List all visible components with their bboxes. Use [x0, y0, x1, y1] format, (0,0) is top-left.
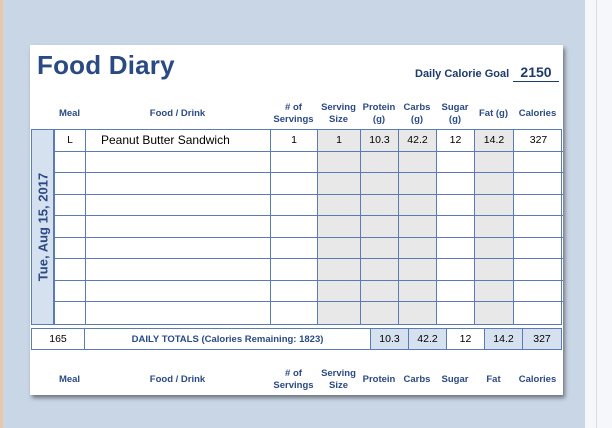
entry-cell-servings[interactable] — [271, 238, 318, 260]
entry-cell-serving-size[interactable] — [318, 195, 361, 217]
entry-cell-servings[interactable] — [271, 216, 318, 238]
total-carbs: 42.2 — [409, 328, 447, 350]
entry-cell-serving-size[interactable] — [318, 216, 361, 238]
entry-cell-carbs[interactable] — [399, 173, 437, 195]
footer-sugar: Sugar — [441, 374, 469, 385]
entry-cell-servings[interactable] — [271, 259, 318, 281]
entry-cell-meal[interactable] — [55, 216, 86, 238]
entry-cell-sugar[interactable] — [437, 173, 475, 195]
entry-cell-calories[interactable] — [514, 216, 563, 238]
entry-cell-servings[interactable] — [271, 195, 318, 217]
entry-cell-meal[interactable] — [55, 302, 86, 324]
entry-cell-food[interactable] — [86, 259, 271, 281]
entry-cell-protein[interactable] — [361, 281, 399, 303]
entry-cell-meal[interactable] — [55, 152, 86, 174]
entry-cell-servings[interactable] — [271, 173, 318, 195]
entry-cell-calories[interactable] — [514, 152, 563, 174]
header-serving-size: Serving Size — [321, 102, 356, 125]
header-meal: Meal — [58, 108, 81, 119]
entry-cell-calories[interactable] — [514, 259, 563, 281]
entry-cell-serving-size[interactable] — [318, 173, 361, 195]
header-protein: Protein (g) — [362, 102, 396, 125]
footer-meal: Meal — [58, 374, 81, 385]
totals-left-value: 165 — [31, 328, 85, 350]
entry-cell-serving-size[interactable] — [318, 281, 361, 303]
entry-cell-fat[interactable] — [475, 152, 514, 174]
entry-cell-calories[interactable]: 327 — [514, 130, 563, 152]
entry-cell-serving-size[interactable] — [318, 259, 361, 281]
footer-calories: Calories — [518, 374, 557, 385]
footer-fat: Fat — [486, 374, 501, 385]
entry-cell-servings[interactable] — [271, 281, 318, 303]
footer-food: Food / Drink — [149, 374, 206, 385]
entry-cell-food[interactable] — [86, 195, 271, 217]
entry-cell-food[interactable]: Peanut Butter Sandwich — [86, 130, 271, 152]
calorie-goal-value[interactable]: 2150 — [513, 61, 559, 82]
entry-cell-carbs[interactable] — [399, 216, 437, 238]
entry-cell-sugar[interactable] — [437, 238, 475, 260]
footer-carbs: Carbs — [403, 374, 431, 385]
entry-cell-food[interactable] — [86, 152, 271, 174]
header-fat: Fat (g) — [478, 108, 509, 119]
entry-cell-serving-size[interactable] — [318, 152, 361, 174]
entry-cell-carbs[interactable] — [399, 302, 437, 324]
total-sugar: 12 — [447, 328, 485, 350]
entry-cell-food[interactable] — [86, 302, 271, 324]
entry-cell-calories[interactable] — [514, 173, 563, 195]
entry-cell-fat[interactable] — [475, 238, 514, 260]
entry-cell-sugar[interactable] — [437, 281, 475, 303]
header-food: Food / Drink — [149, 108, 206, 119]
entry-cell-protein[interactable] — [361, 216, 399, 238]
entry-cell-protein[interactable]: 10.3 — [361, 130, 399, 152]
entry-cell-meal[interactable] — [55, 173, 86, 195]
entry-cell-sugar[interactable] — [437, 152, 475, 174]
date-column — [31, 129, 54, 325]
total-fat: 14.2 — [485, 328, 523, 350]
header-sugar: Sugar (g) — [441, 102, 469, 125]
diary-date[interactable]: Tue, Aug 15, 2017 — [35, 172, 50, 282]
entry-cell-food[interactable] — [86, 281, 271, 303]
entry-cell-sugar[interactable] — [437, 195, 475, 217]
calorie-goal-label: Daily Calorie Goal — [415, 68, 510, 80]
entry-cell-fat[interactable]: 14.2 — [475, 130, 514, 152]
entry-cell-calories[interactable] — [514, 238, 563, 260]
footer-protein: Protein — [362, 374, 396, 385]
header-carbs: Carbs (g) — [403, 102, 431, 125]
entry-cell-protein[interactable] — [361, 152, 399, 174]
footer-servings: # of Servings — [273, 368, 314, 391]
entry-cell-meal[interactable] — [55, 238, 86, 260]
entry-cell-carbs[interactable] — [399, 259, 437, 281]
entry-cell-food[interactable] — [86, 238, 271, 260]
entry-cell-carbs[interactable] — [399, 238, 437, 260]
entry-cell-calories[interactable] — [514, 195, 563, 217]
entry-cell-serving-size[interactable] — [318, 302, 361, 324]
entry-cell-carbs[interactable]: 42.2 — [399, 130, 437, 152]
entry-cell-food[interactable] — [86, 216, 271, 238]
entry-cell-protein[interactable] — [361, 302, 399, 324]
entry-cell-meal[interactable] — [55, 259, 86, 281]
entry-cell-protein[interactable] — [361, 173, 399, 195]
entry-cell-servings[interactable] — [271, 152, 318, 174]
daily-totals-row — [31, 328, 562, 350]
total-calories: 327 — [523, 328, 562, 350]
entry-cell-protein[interactable] — [361, 259, 399, 281]
entry-cell-serving-size[interactable] — [318, 238, 361, 260]
entry-cell-meal[interactable] — [55, 195, 86, 217]
entry-cell-protein[interactable] — [361, 195, 399, 217]
entry-cell-fat[interactable] — [475, 302, 514, 324]
entry-cell-food[interactable] — [86, 173, 271, 195]
right-margin — [585, 0, 612, 428]
entry-cell-fat[interactable] — [475, 195, 514, 217]
footer-serving-size: Serving Size — [321, 368, 356, 391]
entry-cell-carbs[interactable] — [399, 152, 437, 174]
entry-cell-carbs[interactable] — [399, 195, 437, 217]
entry-cell-sugar[interactable] — [437, 302, 475, 324]
entry-cell-servings[interactable] — [271, 302, 318, 324]
entry-cell-meal[interactable] — [55, 281, 86, 303]
total-protein: 10.3 — [371, 328, 409, 350]
header-servings: # of Servings — [273, 102, 314, 125]
entries-table — [54, 129, 562, 325]
right-margin-rule — [596, 0, 597, 428]
entry-cell-fat[interactable] — [475, 216, 514, 238]
entry-cell-protein[interactable] — [361, 238, 399, 260]
daily-totals-label: DAILY TOTALS (Calories Remaining: 1823) — [85, 328, 371, 350]
entry-cell-fat[interactable] — [475, 173, 514, 195]
entry-cell-calories[interactable] — [514, 281, 563, 303]
entry-cell-serving-size[interactable]: 1 — [318, 130, 361, 152]
entry-cell-fat[interactable] — [475, 259, 514, 281]
entry-cell-carbs[interactable] — [399, 281, 437, 303]
entry-cell-sugar[interactable] — [437, 216, 475, 238]
entry-cell-servings[interactable]: 1 — [271, 130, 318, 152]
entry-cell-sugar[interactable] — [437, 259, 475, 281]
entry-cell-calories[interactable] — [514, 302, 563, 324]
entry-cell-meal[interactable]: L — [55, 130, 86, 152]
header-calories: Calories — [518, 108, 557, 119]
page-title: Food Diary — [37, 50, 175, 80]
entry-cell-fat[interactable] — [475, 281, 514, 303]
entry-cell-sugar[interactable]: 12 — [437, 130, 475, 152]
food-diary-sheet — [30, 45, 563, 395]
